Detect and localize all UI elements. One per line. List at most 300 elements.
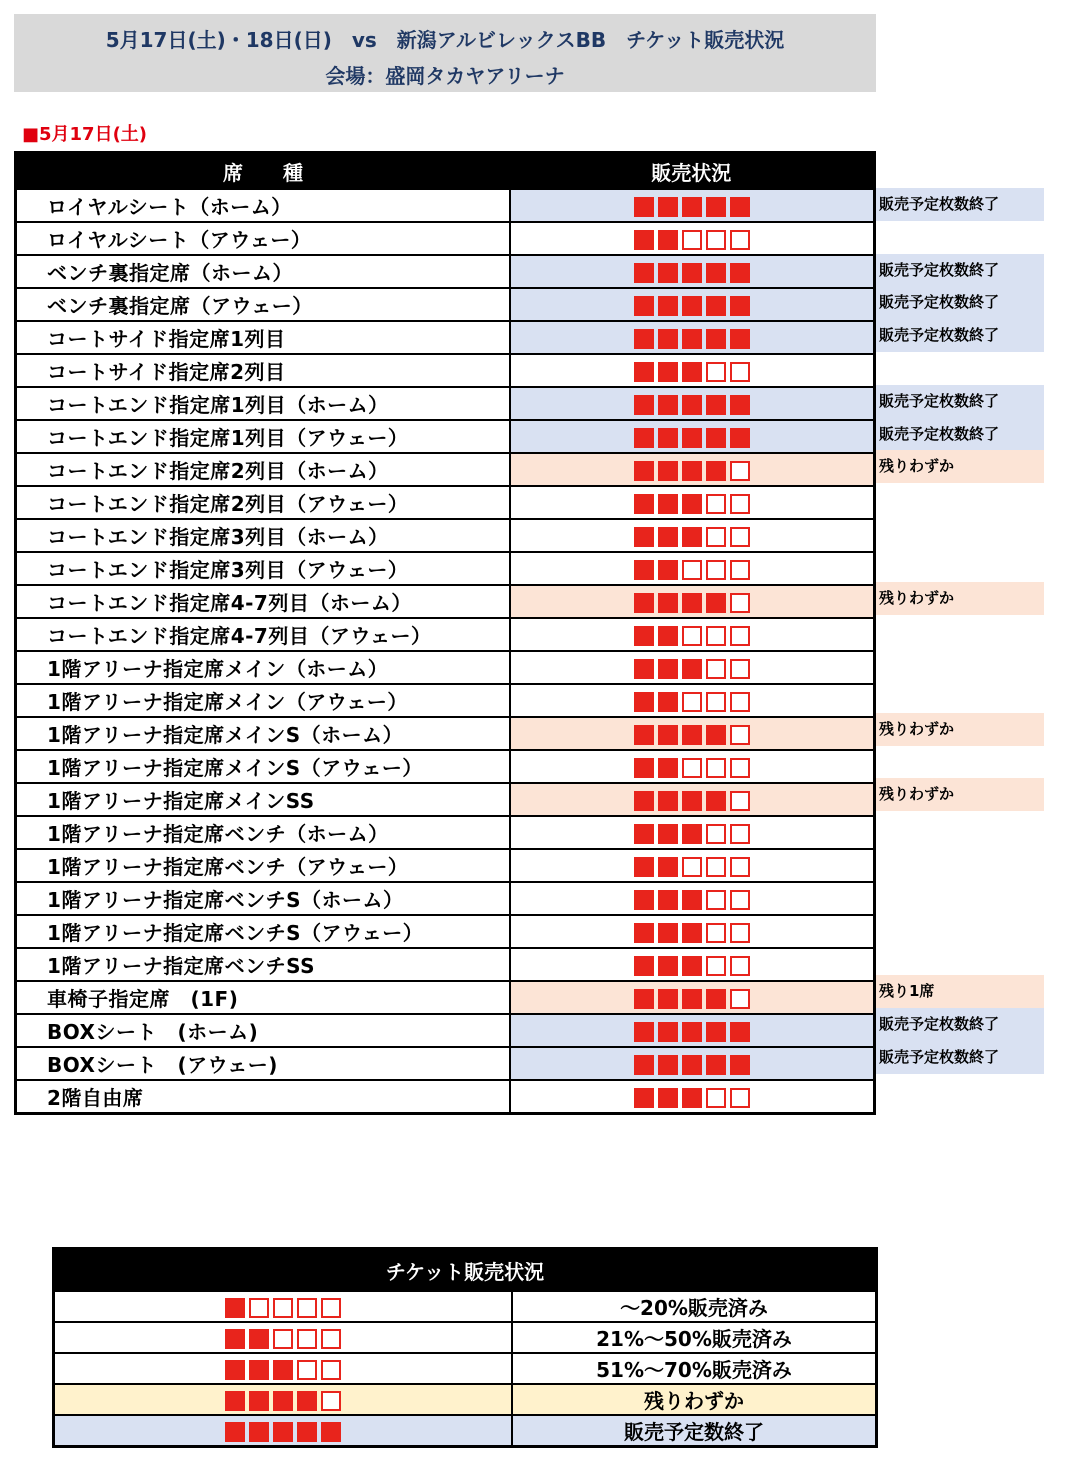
status-note: 販売予定枚数終了 bbox=[876, 1008, 1044, 1041]
status-cell bbox=[510, 948, 875, 981]
seat-name: 1階アリーナ指定席ベンチ（ホーム） bbox=[16, 816, 510, 849]
empty-square-icon bbox=[730, 362, 750, 382]
status-squares bbox=[632, 557, 752, 581]
filled-square-icon bbox=[658, 824, 678, 844]
filled-square-icon bbox=[706, 989, 726, 1009]
table-row bbox=[16, 1080, 875, 1114]
filled-square-icon bbox=[658, 593, 678, 613]
filled-square-icon bbox=[634, 857, 654, 877]
filled-square-icon bbox=[706, 1022, 726, 1042]
filled-square-icon bbox=[682, 791, 702, 811]
empty-square-icon bbox=[730, 692, 750, 712]
filled-square-icon bbox=[682, 1022, 702, 1042]
filled-square-icon bbox=[658, 560, 678, 580]
filled-square-icon bbox=[634, 263, 654, 283]
seat-name: コートエンド指定席2列目（アウェー） bbox=[16, 486, 510, 519]
filled-square-icon bbox=[682, 989, 702, 1009]
seat-name: コートエンド指定席1列目（アウェー） bbox=[16, 420, 510, 453]
filled-square-icon bbox=[634, 923, 654, 943]
status-cell bbox=[510, 1014, 875, 1047]
empty-square-icon bbox=[730, 494, 750, 514]
status-squares bbox=[632, 821, 752, 845]
empty-square-icon bbox=[706, 923, 726, 943]
status-squares bbox=[632, 920, 752, 944]
table-row bbox=[16, 750, 875, 783]
filled-square-icon bbox=[225, 1422, 245, 1442]
empty-square-icon bbox=[706, 659, 726, 679]
empty-square-icon bbox=[249, 1298, 269, 1318]
filled-square-icon bbox=[706, 725, 726, 745]
table-row bbox=[16, 585, 875, 618]
filled-square-icon bbox=[634, 329, 654, 349]
filled-square-icon bbox=[634, 659, 654, 679]
filled-square-icon bbox=[658, 1055, 678, 1075]
page-title: 5月17日(土)・18日(日) vs 新潟アルビレックスBB チケット販売状況 bbox=[105, 28, 785, 52]
seat-name: 1階アリーナ指定席メイン（ホーム） bbox=[16, 651, 510, 684]
filled-square-icon bbox=[730, 1055, 750, 1075]
legend-squares-cell bbox=[54, 1353, 513, 1384]
status-cell bbox=[510, 783, 875, 816]
filled-square-icon bbox=[634, 560, 654, 580]
filled-square-icon bbox=[658, 527, 678, 547]
status-squares bbox=[632, 788, 752, 812]
table-row bbox=[16, 453, 875, 486]
seat-name: コートエンド指定席2列目（ホーム） bbox=[16, 453, 510, 486]
status-squares bbox=[632, 986, 752, 1010]
filled-square-icon bbox=[658, 725, 678, 745]
filled-square-icon bbox=[297, 1422, 317, 1442]
filled-square-icon bbox=[682, 395, 702, 415]
status-note: 残りわずか bbox=[876, 450, 1044, 483]
filled-square-icon bbox=[658, 1088, 678, 1108]
legend-row bbox=[54, 1291, 877, 1322]
empty-square-icon bbox=[730, 461, 750, 481]
filled-square-icon bbox=[706, 428, 726, 448]
filled-square-icon bbox=[682, 362, 702, 382]
status-squares bbox=[223, 1295, 343, 1319]
filled-square-icon bbox=[706, 329, 726, 349]
status-note: 販売予定枚数終了 bbox=[876, 385, 1044, 418]
status-squares bbox=[632, 656, 752, 680]
table-row bbox=[16, 288, 875, 321]
table-row bbox=[16, 255, 875, 288]
empty-square-icon bbox=[273, 1298, 293, 1318]
empty-square-icon bbox=[730, 824, 750, 844]
status-cell bbox=[510, 981, 875, 1014]
empty-square-icon bbox=[706, 1088, 726, 1108]
status-note: 販売予定枚数終了 bbox=[876, 286, 1044, 319]
empty-square-icon bbox=[706, 560, 726, 580]
empty-square-icon bbox=[730, 230, 750, 250]
empty-square-icon bbox=[682, 230, 702, 250]
seat-name: BOXシート (アウェー) bbox=[16, 1047, 510, 1080]
status-note: 販売予定枚数終了 bbox=[876, 418, 1044, 451]
status-note: 残りわずか bbox=[876, 778, 1044, 811]
seat-name: 1階アリーナ指定席メインSS bbox=[16, 783, 510, 816]
empty-square-icon bbox=[706, 956, 726, 976]
status-squares bbox=[632, 1085, 752, 1109]
status-cell bbox=[510, 1080, 875, 1114]
filled-square-icon bbox=[730, 197, 750, 217]
filled-square-icon bbox=[634, 362, 654, 382]
legend-squares-cell bbox=[54, 1322, 513, 1353]
legend-header-row bbox=[54, 1249, 877, 1292]
filled-square-icon bbox=[682, 725, 702, 745]
empty-square-icon bbox=[706, 494, 726, 514]
empty-square-icon bbox=[706, 527, 726, 547]
empty-square-icon bbox=[730, 1088, 750, 1108]
table-row bbox=[16, 189, 875, 222]
table-row bbox=[16, 1047, 875, 1080]
status-cell bbox=[510, 321, 875, 354]
filled-square-icon bbox=[225, 1298, 245, 1318]
filled-square-icon bbox=[658, 494, 678, 514]
filled-square-icon bbox=[634, 428, 654, 448]
filled-square-icon bbox=[682, 329, 702, 349]
legend-squares-cell bbox=[54, 1384, 513, 1415]
filled-square-icon bbox=[225, 1329, 245, 1349]
seat-name: 1階アリーナ指定席メインS（ホーム） bbox=[16, 717, 510, 750]
status-squares bbox=[632, 458, 752, 482]
status-squares bbox=[632, 293, 752, 317]
filled-square-icon bbox=[682, 296, 702, 316]
filled-square-icon bbox=[249, 1329, 269, 1349]
empty-square-icon bbox=[706, 230, 726, 250]
table-row bbox=[16, 684, 875, 717]
filled-square-icon bbox=[634, 1088, 654, 1108]
status-cell bbox=[510, 750, 875, 783]
status-squares bbox=[632, 623, 752, 647]
filled-square-icon bbox=[658, 461, 678, 481]
empty-square-icon bbox=[730, 659, 750, 679]
status-squares bbox=[632, 260, 752, 284]
table-row bbox=[16, 717, 875, 750]
table-row bbox=[16, 519, 875, 552]
status-cell bbox=[510, 519, 875, 552]
status-cell bbox=[510, 486, 875, 519]
filled-square-icon bbox=[634, 593, 654, 613]
status-squares bbox=[632, 194, 752, 218]
status-note: 販売予定枚数終了 bbox=[876, 319, 1044, 352]
status-note: 販売予定枚数終了 bbox=[876, 188, 1044, 221]
legend-label: 21%～50%販売済み bbox=[512, 1322, 877, 1353]
table-row bbox=[16, 651, 875, 684]
status-cell bbox=[510, 453, 875, 486]
table-row bbox=[16, 222, 875, 255]
empty-square-icon bbox=[682, 560, 702, 580]
filled-square-icon bbox=[682, 956, 702, 976]
empty-square-icon bbox=[730, 560, 750, 580]
filled-square-icon bbox=[658, 1022, 678, 1042]
table-header-row bbox=[16, 153, 875, 190]
legend-label: 残りわずか bbox=[512, 1384, 877, 1415]
filled-square-icon bbox=[658, 263, 678, 283]
status-note: 残り1席 bbox=[876, 975, 1044, 1008]
filled-square-icon bbox=[634, 791, 654, 811]
status-note: 残りわずか bbox=[876, 582, 1044, 615]
status-squares bbox=[632, 854, 752, 878]
seat-name: ロイヤルシート（ホーム） bbox=[16, 189, 510, 222]
status-squares bbox=[632, 326, 752, 350]
filled-square-icon bbox=[249, 1422, 269, 1442]
status-squares bbox=[632, 755, 752, 779]
filled-square-icon bbox=[321, 1422, 341, 1442]
filled-square-icon bbox=[634, 626, 654, 646]
status-cell bbox=[510, 420, 875, 453]
seat-name: 1階アリーナ指定席ベンチSS bbox=[16, 948, 510, 981]
status-squares bbox=[223, 1388, 343, 1412]
filled-square-icon bbox=[634, 956, 654, 976]
ticket-status-table bbox=[14, 151, 876, 1115]
filled-square-icon bbox=[682, 494, 702, 514]
status-cell bbox=[510, 222, 875, 255]
seat-name: 1階アリーナ指定席ベンチS（ホーム） bbox=[16, 882, 510, 915]
filled-square-icon bbox=[249, 1391, 269, 1411]
status-squares bbox=[632, 392, 752, 416]
filled-square-icon bbox=[634, 692, 654, 712]
filled-square-icon bbox=[658, 956, 678, 976]
legend-title: チケット販売状況 bbox=[54, 1249, 877, 1292]
status-cell bbox=[510, 552, 875, 585]
filled-square-icon bbox=[658, 890, 678, 910]
filled-square-icon bbox=[658, 329, 678, 349]
filled-square-icon bbox=[682, 824, 702, 844]
seat-name: コートサイド指定席2列目 bbox=[16, 354, 510, 387]
status-cell bbox=[510, 816, 875, 849]
status-cell bbox=[510, 387, 875, 420]
legend-squares-cell bbox=[54, 1415, 513, 1447]
status-squares bbox=[223, 1357, 343, 1381]
status-squares bbox=[632, 953, 752, 977]
filled-square-icon bbox=[682, 1055, 702, 1075]
status-cell bbox=[510, 288, 875, 321]
status-squares bbox=[632, 524, 752, 548]
empty-square-icon bbox=[730, 857, 750, 877]
seat-name: 1階アリーナ指定席ベンチ（アウェー） bbox=[16, 849, 510, 882]
filled-square-icon bbox=[658, 857, 678, 877]
status-cell bbox=[510, 849, 875, 882]
filled-square-icon bbox=[634, 725, 654, 745]
table-row bbox=[16, 321, 875, 354]
empty-square-icon bbox=[706, 890, 726, 910]
filled-square-icon bbox=[634, 296, 654, 316]
legend-row bbox=[54, 1384, 877, 1415]
table-row bbox=[16, 354, 875, 387]
seat-name: ベンチ裏指定席（ホーム） bbox=[16, 255, 510, 288]
status-squares bbox=[632, 689, 752, 713]
filled-square-icon bbox=[658, 758, 678, 778]
filled-square-icon bbox=[730, 395, 750, 415]
filled-square-icon bbox=[658, 923, 678, 943]
filled-square-icon bbox=[658, 626, 678, 646]
status-squares bbox=[632, 491, 752, 515]
status-squares bbox=[632, 1052, 752, 1076]
filled-square-icon bbox=[730, 296, 750, 316]
status-squares bbox=[632, 590, 752, 614]
status-cell bbox=[510, 585, 875, 618]
filled-square-icon bbox=[682, 1088, 702, 1108]
filled-square-icon bbox=[658, 395, 678, 415]
filled-square-icon bbox=[634, 824, 654, 844]
filled-square-icon bbox=[273, 1422, 293, 1442]
filled-square-icon bbox=[225, 1391, 245, 1411]
filled-square-icon bbox=[658, 989, 678, 1009]
table-row bbox=[16, 816, 875, 849]
filled-square-icon bbox=[658, 362, 678, 382]
status-squares bbox=[632, 227, 752, 251]
empty-square-icon bbox=[297, 1329, 317, 1349]
seat-name: 2階自由席 bbox=[16, 1080, 510, 1114]
status-squares bbox=[632, 887, 752, 911]
status-note: 販売予定枚数終了 bbox=[876, 1041, 1044, 1074]
filled-square-icon bbox=[706, 1055, 726, 1075]
filled-square-icon bbox=[730, 263, 750, 283]
empty-square-icon bbox=[706, 626, 726, 646]
filled-square-icon bbox=[682, 263, 702, 283]
empty-square-icon bbox=[730, 626, 750, 646]
filled-square-icon bbox=[634, 494, 654, 514]
filled-square-icon bbox=[706, 197, 726, 217]
status-cell bbox=[510, 717, 875, 750]
sales-status-header: 販売状況 bbox=[510, 153, 875, 190]
filled-square-icon bbox=[682, 527, 702, 547]
status-cell bbox=[510, 255, 875, 288]
status-cell bbox=[510, 618, 875, 651]
empty-square-icon bbox=[730, 923, 750, 943]
legend-table bbox=[52, 1247, 878, 1448]
seat-name: 車椅子指定席 (1F) bbox=[16, 981, 510, 1014]
filled-square-icon bbox=[297, 1391, 317, 1411]
seat-name: コートエンド指定席3列目（ホーム） bbox=[16, 519, 510, 552]
status-cell bbox=[510, 1047, 875, 1080]
status-squares bbox=[632, 359, 752, 383]
filled-square-icon bbox=[634, 1022, 654, 1042]
status-note: 残りわずか bbox=[876, 713, 1044, 746]
empty-square-icon bbox=[730, 956, 750, 976]
filled-square-icon bbox=[634, 197, 654, 217]
status-cell bbox=[510, 882, 875, 915]
filled-square-icon bbox=[706, 296, 726, 316]
table-row bbox=[16, 486, 875, 519]
filled-square-icon bbox=[658, 197, 678, 217]
table-row bbox=[16, 915, 875, 948]
empty-square-icon bbox=[682, 626, 702, 646]
status-cell bbox=[510, 651, 875, 684]
filled-square-icon bbox=[634, 230, 654, 250]
seat-name: 1階アリーナ指定席メインS（アウェー） bbox=[16, 750, 510, 783]
filled-square-icon bbox=[658, 296, 678, 316]
filled-square-icon bbox=[730, 329, 750, 349]
filled-square-icon bbox=[634, 989, 654, 1009]
empty-square-icon bbox=[730, 527, 750, 547]
filled-square-icon bbox=[634, 758, 654, 778]
status-squares bbox=[632, 425, 752, 449]
empty-square-icon bbox=[706, 857, 726, 877]
empty-square-icon bbox=[297, 1360, 317, 1380]
filled-square-icon bbox=[225, 1360, 245, 1380]
empty-square-icon bbox=[321, 1298, 341, 1318]
filled-square-icon bbox=[706, 263, 726, 283]
seat-name: 1階アリーナ指定席メイン（アウェー） bbox=[16, 684, 510, 717]
filled-square-icon bbox=[273, 1360, 293, 1380]
filled-square-icon bbox=[634, 461, 654, 481]
legend-row bbox=[54, 1415, 877, 1447]
table-row bbox=[16, 849, 875, 882]
filled-square-icon bbox=[706, 461, 726, 481]
table-row bbox=[16, 552, 875, 585]
legend-squares-cell bbox=[54, 1291, 513, 1322]
legend-row bbox=[54, 1322, 877, 1353]
filled-square-icon bbox=[273, 1391, 293, 1411]
status-squares bbox=[223, 1326, 343, 1350]
seat-type-header: 席 種 bbox=[16, 153, 510, 190]
empty-square-icon bbox=[706, 692, 726, 712]
seat-name: ベンチ裏指定席（アウェー） bbox=[16, 288, 510, 321]
status-squares bbox=[223, 1419, 343, 1443]
seat-name: 1階アリーナ指定席ベンチS（アウェー） bbox=[16, 915, 510, 948]
empty-square-icon bbox=[682, 692, 702, 712]
empty-square-icon bbox=[321, 1360, 341, 1380]
table-row bbox=[16, 948, 875, 981]
empty-square-icon bbox=[730, 890, 750, 910]
filled-square-icon bbox=[658, 230, 678, 250]
empty-square-icon bbox=[730, 791, 750, 811]
filled-square-icon bbox=[658, 692, 678, 712]
empty-square-icon bbox=[682, 758, 702, 778]
status-cell bbox=[510, 684, 875, 717]
table-row bbox=[16, 783, 875, 816]
filled-square-icon bbox=[634, 395, 654, 415]
seat-name: BOXシート (ホーム) bbox=[16, 1014, 510, 1047]
seat-name: コートエンド指定席1列目（ホーム） bbox=[16, 387, 510, 420]
filled-square-icon bbox=[634, 527, 654, 547]
status-squares bbox=[632, 1019, 752, 1043]
empty-square-icon bbox=[730, 989, 750, 1009]
seat-name: コートエンド指定席4-7列目（ホーム） bbox=[16, 585, 510, 618]
table-row bbox=[16, 882, 875, 915]
table-row bbox=[16, 387, 875, 420]
filled-square-icon bbox=[730, 428, 750, 448]
table-row bbox=[16, 1014, 875, 1047]
empty-square-icon bbox=[730, 593, 750, 613]
empty-square-icon bbox=[321, 1329, 341, 1349]
filled-square-icon bbox=[682, 659, 702, 679]
table-row bbox=[16, 618, 875, 651]
empty-square-icon bbox=[706, 758, 726, 778]
seat-name: ロイヤルシート（アウェー） bbox=[16, 222, 510, 255]
date-heading: ■5月17日(土) bbox=[22, 124, 148, 145]
legend-label: 51%～70%販売済み bbox=[512, 1353, 877, 1384]
legend-row bbox=[54, 1353, 877, 1384]
seat-name: コートサイド指定席1列目 bbox=[16, 321, 510, 354]
filled-square-icon bbox=[706, 395, 726, 415]
seat-name: コートエンド指定席4-7列目（アウェー） bbox=[16, 618, 510, 651]
empty-square-icon bbox=[297, 1298, 317, 1318]
empty-square-icon bbox=[321, 1391, 341, 1411]
filled-square-icon bbox=[658, 791, 678, 811]
venue-title: 会場：盛岡タカヤアリーナ bbox=[325, 64, 565, 88]
filled-square-icon bbox=[706, 791, 726, 811]
legend-label: 販売予定数終了 bbox=[512, 1415, 877, 1447]
page-title-box bbox=[14, 14, 876, 92]
table-row bbox=[16, 981, 875, 1014]
filled-square-icon bbox=[706, 593, 726, 613]
empty-square-icon bbox=[682, 857, 702, 877]
empty-square-icon bbox=[706, 362, 726, 382]
filled-square-icon bbox=[658, 659, 678, 679]
empty-square-icon bbox=[273, 1329, 293, 1349]
status-squares bbox=[632, 722, 752, 746]
